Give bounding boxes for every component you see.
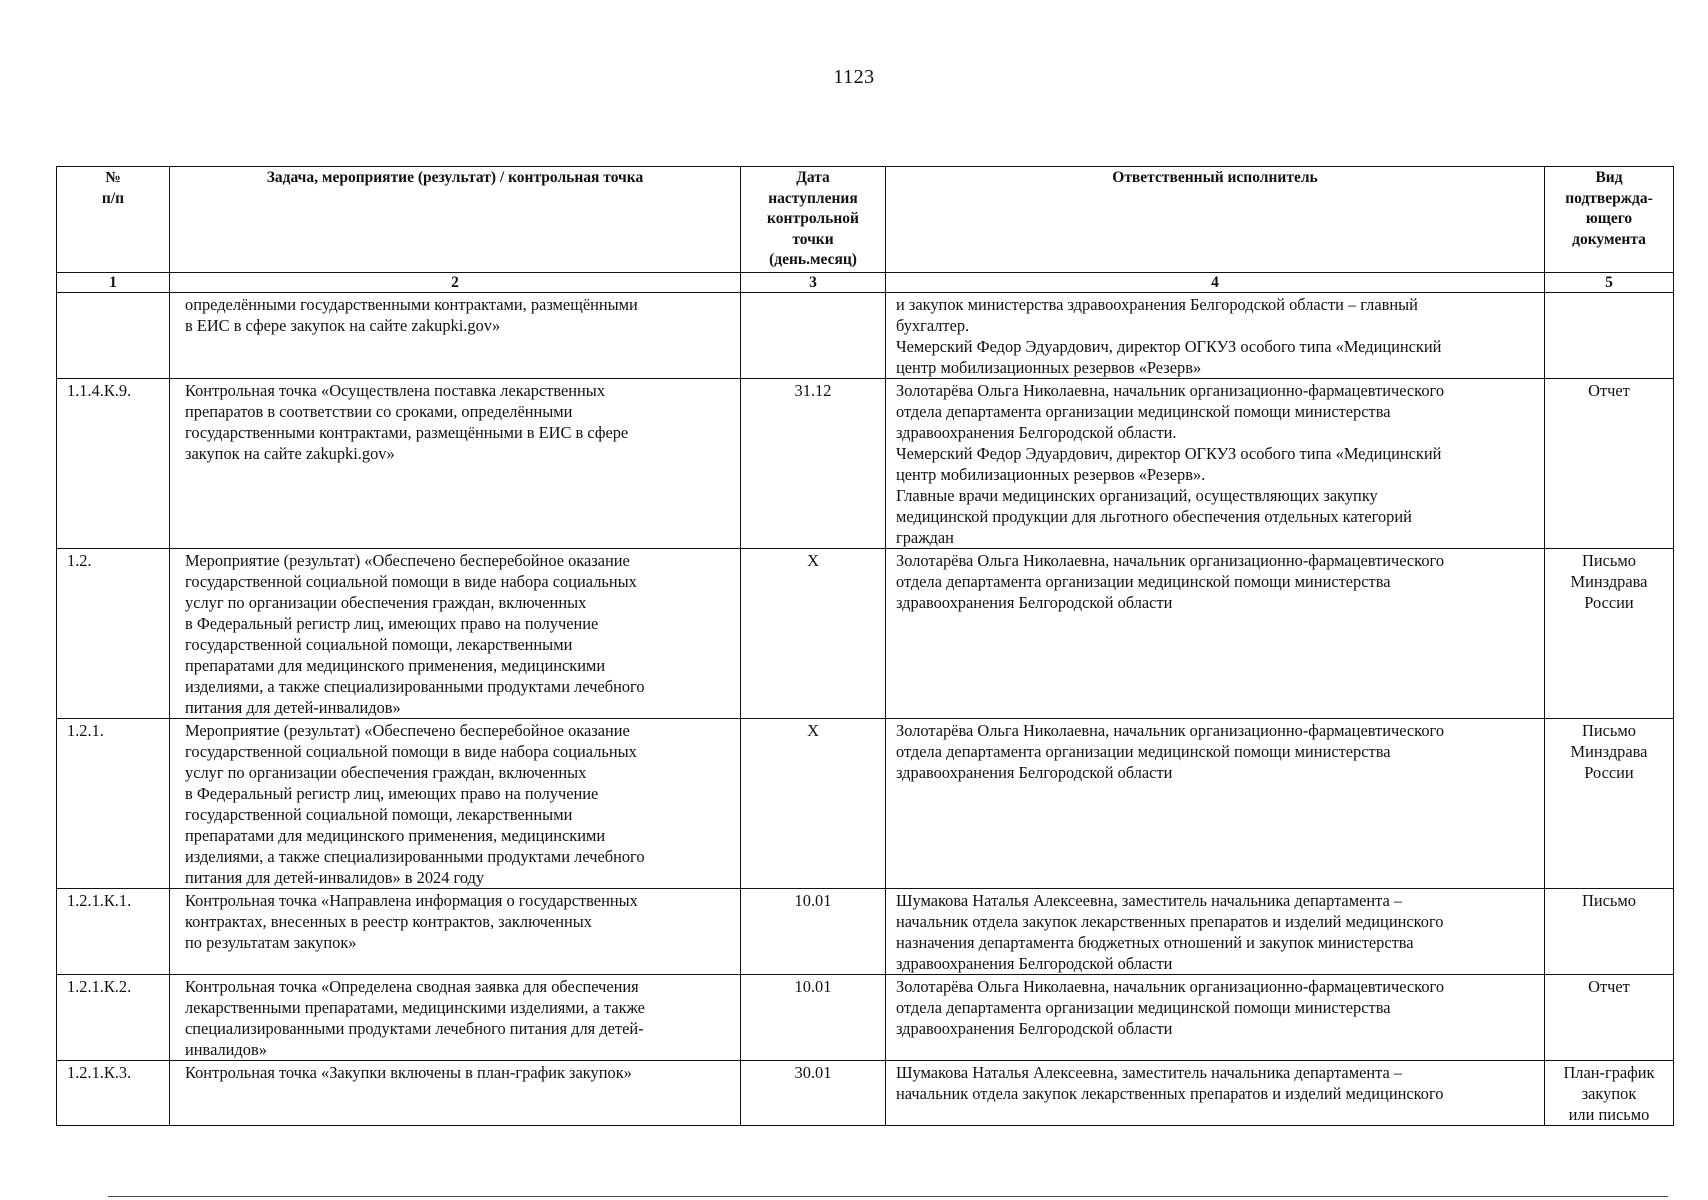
header-task: Задача, мероприятие (результат) / контрольная точка	[170, 167, 741, 273]
task-cell-line: определёнными государственными контрактами, размещёнными	[185, 295, 638, 314]
document-type-cell	[1545, 719, 1674, 889]
document-type-cell	[1545, 975, 1674, 1061]
responsible-cell-line: Золотарёва Ольга Николаевна, начальник организационно-фармацевтического	[896, 551, 1445, 570]
header-number: № п/п	[57, 167, 170, 273]
table-row	[57, 1061, 1674, 1126]
task-cell-line: закупок на сайте zakupki.gov»	[185, 444, 395, 463]
responsible-cell-line: здравоохранения Белгородской области	[896, 763, 1173, 782]
document-type-cell-line: Отчет	[1588, 977, 1630, 996]
table-row	[57, 889, 1674, 975]
responsible-cell-line: Золотарёва Ольга Николаевна, начальник организационно-фармацевтического	[896, 721, 1445, 740]
task-cell	[170, 549, 741, 719]
task-cell-line: лекарственными препаратами, медицинскими изделиями, а также	[185, 998, 645, 1017]
task-cell-line: Мероприятие (результат) «Обеспечено бесперебойное оказание	[185, 551, 630, 570]
responsible-cell-line: Чемерский Федор Эдуардович, директор ОГКУЗ особого типа «Медицинский	[896, 444, 1442, 463]
responsible-cell-line: бухгалтер.	[896, 316, 970, 335]
responsible-cell-line: отдела департамента организации медицинской помощи министерства	[896, 572, 1391, 591]
responsible-cell-line: назначения департамента бюджетных отношений и закупок министерства	[896, 933, 1414, 952]
column-number: 2	[170, 273, 741, 293]
header-document-type: Вид подтвержда- ющего документа	[1545, 167, 1674, 273]
document-type-cell-line: Письмо	[1582, 891, 1636, 910]
responsible-cell-line: центр мобилизационных резервов «Резерв»	[896, 358, 1202, 377]
document-type-cell-line: План-график	[1563, 1063, 1655, 1082]
document-type-cell-line: России	[1584, 763, 1634, 782]
responsible-cell-line: Шумакова Наталья Алексеевна, заместитель начальника департамента –	[896, 891, 1403, 910]
task-cell	[170, 293, 741, 379]
task-cell-line: Контрольная точка «Направлена информация о государственных	[185, 891, 638, 910]
responsible-cell-line: Чемерский Федор Эдуардович, директор ОГКУЗ особого типа «Медицинский	[896, 337, 1442, 356]
responsible-cell-line: здравоохранения Белгородской области	[896, 593, 1173, 612]
date-cell: 10.01	[741, 975, 886, 1061]
task-cell-line: государственной социальной помощи, лекарственными	[185, 805, 573, 824]
document-type-cell-line: Отчет	[1588, 381, 1630, 400]
document-type-cell-line: Письмо	[1582, 551, 1636, 570]
task-cell	[170, 975, 741, 1061]
responsible-cell	[886, 975, 1545, 1061]
table-header-row	[57, 167, 1674, 273]
responsible-cell	[886, 293, 1545, 379]
row-number-cell	[57, 293, 170, 379]
responsible-cell	[886, 889, 1545, 975]
document-type-cell-line: или письмо	[1568, 1105, 1650, 1124]
task-cell-line: препаратами для медицинского применения, медицинскими	[185, 656, 606, 675]
task-cell-line: препаратов в соответствии со сроками, определёнными	[185, 402, 573, 421]
page-number: 1123	[833, 66, 875, 88]
responsible-cell-line: граждан	[896, 528, 954, 547]
task-cell	[170, 1061, 741, 1126]
row-number-cell: 1.2.	[57, 549, 170, 719]
row-number-cell: 1.2.1.К.1.	[57, 889, 170, 975]
bottom-divider	[108, 1196, 1668, 1197]
responsible-cell-line: центр мобилизационных резервов «Резерв».	[896, 465, 1206, 484]
date-cell	[741, 293, 886, 379]
document-type-cell	[1545, 293, 1674, 379]
responsible-cell-line: здравоохранения Белгородской области	[896, 1019, 1173, 1038]
document-type-cell	[1545, 549, 1674, 719]
responsible-cell-line: Золотарёва Ольга Николаевна, начальник организационно-фармацевтического	[896, 381, 1445, 400]
date-cell: X	[741, 549, 886, 719]
task-cell-line: государственными контрактами, размещёнными в ЕИС в сфере	[185, 423, 629, 442]
document-type-cell	[1545, 1061, 1674, 1126]
task-cell-line: изделиями, а также специализированными продуктами лечебного	[185, 677, 645, 696]
column-number: 5	[1545, 273, 1674, 293]
responsible-cell-line: начальник отдела закупок лекарственных препаратов и изделий медицинского	[896, 912, 1444, 931]
document-type-cell-line: России	[1584, 593, 1634, 612]
table-row	[57, 379, 1674, 549]
task-cell-line: инвалидов»	[185, 1040, 267, 1059]
task-cell-line: в Федеральный регистр лиц, имеющих право на получение	[185, 614, 599, 633]
task-cell-line: специализированными продуктами лечебного питания для детей-	[185, 1019, 644, 1038]
task-cell-line: государственной социальной помощи в виде набора социальных	[185, 572, 637, 591]
table-row	[57, 549, 1674, 719]
row-number-cell: 1.2.1.	[57, 719, 170, 889]
task-cell-line: услуг по организации обеспечения граждан, включенных	[185, 593, 587, 612]
control-points-table	[56, 166, 1674, 1126]
task-cell-line: по результатам закупок»	[185, 933, 357, 952]
task-cell-line: в Федеральный регистр лиц, имеющих право на получение	[185, 784, 599, 803]
responsible-cell-line: отдела департамента организации медицинской помощи министерства	[896, 998, 1391, 1017]
header-date: Дата наступления контрольной точки (день.месяц)	[741, 167, 886, 273]
column-numbers-row	[57, 273, 1674, 293]
date-cell: 10.01	[741, 889, 886, 975]
task-cell-line: Контрольная точка «Закупки включены в план-график закупок»	[185, 1063, 632, 1082]
responsible-cell	[886, 719, 1545, 889]
document-type-cell	[1545, 379, 1674, 549]
task-cell-line: питания для детей-инвалидов»	[185, 698, 401, 717]
task-cell-line: услуг по организации обеспечения граждан, включенных	[185, 763, 587, 782]
responsible-cell-line: отдела департамента организации медицинской помощи министерства	[896, 402, 1391, 421]
table-row	[57, 293, 1674, 379]
date-cell: 31.12	[741, 379, 886, 549]
document-type-cell-line: Минздрава	[1570, 572, 1648, 591]
date-cell: 30.01	[741, 1061, 886, 1126]
document-type-cell-line: закупок	[1581, 1084, 1637, 1103]
responsible-cell-line: начальник отдела закупок лекарственных препаратов и изделий медицинского	[896, 1084, 1444, 1103]
task-cell	[170, 379, 741, 549]
table-row	[57, 975, 1674, 1061]
document-type-cell-line: Минздрава	[1570, 742, 1648, 761]
responsible-cell-line: медицинской продукции для льготного обеспечения отдельных категорий	[896, 507, 1412, 526]
responsible-cell-line: и закупок министерства здравоохранения Белгородской области – главный	[896, 295, 1418, 314]
task-cell	[170, 889, 741, 975]
column-number: 1	[57, 273, 170, 293]
row-number-cell: 1.2.1.К.3.	[57, 1061, 170, 1126]
task-cell-line: Контрольная точка «Осуществлена поставка лекарственных	[185, 381, 606, 400]
task-cell-line: контрактах, внесенных в реестр контрактов, заключенных	[185, 912, 592, 931]
row-number-cell: 1.2.1.К.2.	[57, 975, 170, 1061]
task-cell-line: изделиями, а также специализированными продуктами лечебного	[185, 847, 645, 866]
responsible-cell	[886, 1061, 1545, 1126]
table-body	[57, 293, 1674, 1126]
document-type-cell	[1545, 889, 1674, 975]
row-number-cell: 1.1.4.К.9.	[57, 379, 170, 549]
responsible-cell	[886, 379, 1545, 549]
task-cell-line: питания для детей-инвалидов» в 2024 году	[185, 868, 485, 887]
responsible-cell-line: здравоохранения Белгородской области.	[896, 423, 1177, 442]
task-cell	[170, 719, 741, 889]
responsible-cell-line: Шумакова Наталья Алексеевна, заместитель начальника департамента –	[896, 1063, 1403, 1082]
task-cell-line: Контрольная точка «Определена сводная заявка для обеспечения	[185, 977, 639, 996]
task-cell-line: препаратами для медицинского применения, медицинскими	[185, 826, 606, 845]
task-cell-line: государственной социальной помощи в виде набора социальных	[185, 742, 637, 761]
task-cell-line: государственной социальной помощи, лекарственными	[185, 635, 573, 654]
column-number: 4	[886, 273, 1545, 293]
header-responsible: Ответственный исполнитель	[886, 167, 1545, 273]
responsible-cell-line: отдела департамента организации медицинской помощи министерства	[896, 742, 1391, 761]
table-row	[57, 719, 1674, 889]
column-number: 3	[741, 273, 886, 293]
task-cell-line: в ЕИС в сфере закупок на сайте zakupki.gov»	[185, 316, 501, 335]
responsible-cell	[886, 549, 1545, 719]
responsible-cell-line: Главные врачи медицинских организаций, осуществляющих закупку	[896, 486, 1378, 505]
responsible-cell-line: здравоохранения Белгородской области	[896, 954, 1173, 973]
responsible-cell-line: Золотарёва Ольга Николаевна, начальник организационно-фармацевтического	[896, 977, 1445, 996]
document-type-cell-line: Письмо	[1582, 721, 1636, 740]
date-cell: X	[741, 719, 886, 889]
task-cell-line: Мероприятие (результат) «Обеспечено бесперебойное оказание	[185, 721, 630, 740]
